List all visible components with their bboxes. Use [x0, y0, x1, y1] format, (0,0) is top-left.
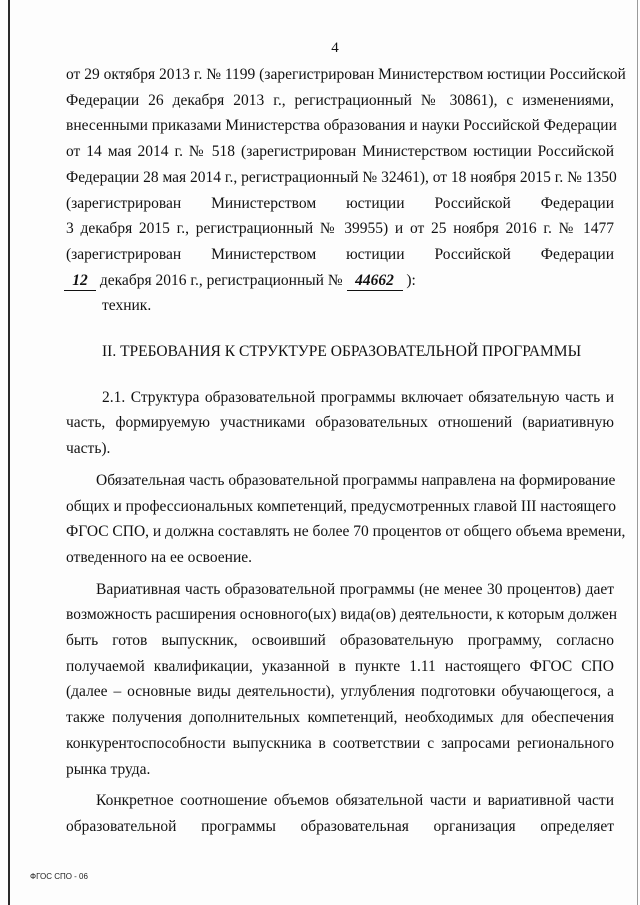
- text-line: 2.1. Структура образовательной программы включает обязательную часть и: [102, 388, 614, 406]
- text-line: внесенными приказами Министерства образования и науки Российской Федерации: [66, 117, 617, 135]
- text-line: часть, формируемую участниками образовательных отношений (вариативную: [66, 414, 614, 432]
- text-line: (зарегистрирован Министерством юстиции Российской Федерации: [66, 245, 614, 263]
- text-line: образовательной программы образовательная организация определяет: [66, 817, 614, 835]
- text-line: Вариативная часть образовательной программы (не менее 30 процентов) дает: [96, 580, 614, 598]
- document-body: [66, 62, 626, 840]
- text-line: получаемой квалификации, указанной в пункте 1.11 настоящего ФГОС СПО: [66, 657, 614, 675]
- text-line: (зарегистрирован Министерством юстиции Российской Федерации: [66, 194, 614, 212]
- scan-left-edge: [8, 0, 10, 905]
- handwritten-registration-number: 44662: [347, 271, 403, 291]
- text-line: Обязательная часть образовательной программы направлена на формирование: [96, 471, 616, 489]
- paragraph-2-1: [66, 385, 614, 462]
- text-line: 3 декабря 2015 г., регистрационный № 39955) и от 25 ноября 2016 г. № 1477: [66, 220, 614, 238]
- text-line: от 14 мая 2014 г. № 518 (зарегистрирован Министерством юстиции Российской: [66, 143, 614, 161]
- registration-text-end: ):: [406, 271, 416, 289]
- text-line: отведенного на ее освоение.: [66, 548, 252, 566]
- page-number: 4: [331, 40, 339, 56]
- text-line: возможность расширения основного(ых) вида(ов) деятельности, к которым должен: [66, 606, 618, 624]
- qualification-text: техник.: [102, 297, 152, 315]
- paragraph-ratio: [66, 788, 614, 839]
- registration-line: [66, 268, 614, 294]
- footer-code: ФГОС СПО - 06: [30, 872, 88, 881]
- text-line: также получения дополнительных компетенций, необходимых для обеспечения: [66, 709, 614, 727]
- text-line: Федерации 28 мая 2014 г., регистрационный № 32461), от 18 ноября 2015 г. № 1350: [66, 168, 617, 186]
- scan-right-edge: [637, 0, 638, 905]
- paragraph-mandatory-part: [66, 468, 626, 571]
- text-line: общих и профессиональных компетенций, предусмотренных главой III настоящего: [66, 497, 617, 515]
- registration-text: декабря 2016 г., регистрационный №: [99, 271, 343, 289]
- paragraph-variable-part: [66, 577, 618, 783]
- text-line: часть).: [66, 440, 111, 458]
- paragraph-order-references: [66, 62, 626, 319]
- handwritten-day: 12: [64, 271, 96, 291]
- text-line: ФГОС СПО, и должна составлять не более 70 процентов от общего объема времени,: [66, 523, 626, 541]
- section-heading: II. ТРЕБОВАНИЯ К СТРУКТУРЕ ОБРАЗОВАТЕЛЬНОЙ ПРОГРАММЫ: [102, 343, 582, 361]
- text-line: быть готов выпускник, освоивший образовательную программу, согласно: [66, 632, 614, 650]
- text-line: конкурентоспособности выпускника в соответствии с запросами регионального: [66, 734, 614, 752]
- text-line: от 29 октября 2013 г. № 1199 (зарегистрирован Министерством юстиции Российской: [66, 66, 626, 83]
- text-line: (далее – основные виды деятельности), углубления подготовки обучающегося, а: [66, 683, 614, 701]
- text-line: Федерации 26 декабря 2013 г., регистрационный № 30861), с изменениями,: [66, 91, 614, 109]
- text-line: Конкретное соотношение объемов обязательной части и вариативной части: [96, 792, 614, 810]
- text-line: рынка труда.: [66, 760, 151, 778]
